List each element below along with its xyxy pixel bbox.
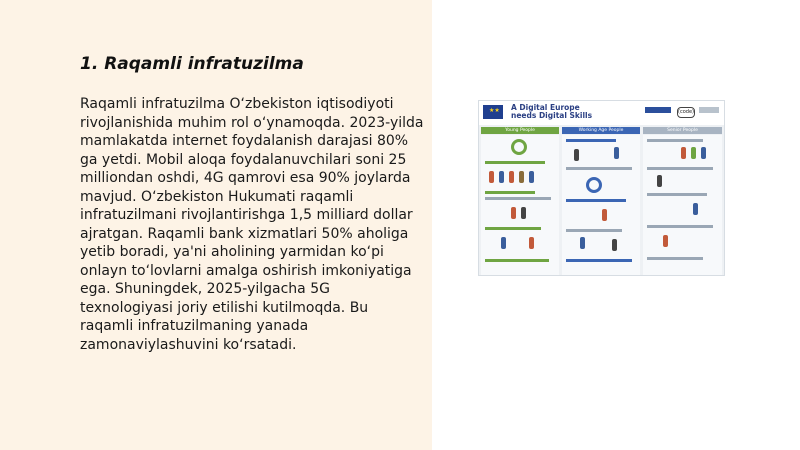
person-icon bbox=[499, 171, 504, 183]
person-icon bbox=[501, 237, 506, 249]
text-block bbox=[647, 257, 703, 260]
person-icon bbox=[612, 239, 617, 251]
column-header-young: Young People bbox=[481, 127, 559, 134]
digital-skills-infographic bbox=[478, 100, 725, 276]
person-icon bbox=[693, 203, 698, 215]
text-block bbox=[485, 259, 549, 262]
code-tag: (code) bbox=[677, 107, 695, 118]
person-icon bbox=[701, 147, 706, 159]
infographic-title-line1: A Digital Europe bbox=[511, 103, 580, 112]
person-icon bbox=[489, 171, 494, 183]
text-block bbox=[566, 139, 616, 142]
text-block bbox=[485, 227, 541, 230]
person-icon bbox=[509, 171, 514, 183]
text-block bbox=[647, 167, 713, 170]
text-block bbox=[566, 229, 622, 232]
person-icon bbox=[602, 209, 607, 221]
column-young bbox=[481, 135, 559, 275]
slide-paragraph: Raqamli infratuzilma O‘zbekiston iqtisodiyoti rivojlanishida muhim rol o‘ynamoqda. 2023-yilda mamlakatda internet foydalanish darajasi 80% ga yetdi. Mobil aloqa foydalanuvchilari soni 25 milliondan oshdi, 4G qamrovi esa 90% joylarda mavjud. O‘zbekiston Hukumati raqamli infratuzilmani rivojlantirishga 1,5 milliard dollar ajratgan. Raqamli bank xizmatlari 50% aholiga yetib boradi, ya'ni aholining yarmidan ko‘pi onlayn to‘lovlarni amalga oshirish imkoniyatiga ega. Shuningdek, 2025-yilgacha 5G texnologiyasi joriy etilishi kutilmoqda. Bu raqamli infratuzilmaning yanada zamonaviylashuvini ko‘rsatadi. bbox=[80, 96, 424, 353]
text-block bbox=[485, 191, 535, 194]
partner-logo-icon bbox=[699, 107, 719, 113]
person-icon bbox=[529, 237, 534, 249]
person-icon bbox=[521, 207, 526, 219]
donut-icon bbox=[511, 139, 527, 155]
text-block bbox=[566, 199, 626, 202]
partner-logo-icon bbox=[645, 107, 671, 113]
eu-flag-icon: ★★ bbox=[483, 105, 503, 119]
infographic-header bbox=[479, 101, 724, 125]
infographic-title-line2: needs Digital Skills bbox=[511, 111, 593, 120]
column-header-working: Working Age People bbox=[562, 127, 640, 134]
text-block bbox=[485, 197, 551, 200]
text-block bbox=[647, 139, 703, 142]
person-icon bbox=[574, 149, 579, 161]
person-icon bbox=[614, 147, 619, 159]
person-icon bbox=[681, 147, 686, 159]
person-icon bbox=[580, 237, 585, 249]
text-block bbox=[647, 193, 707, 196]
donut-icon bbox=[586, 177, 602, 193]
person-icon bbox=[691, 147, 696, 159]
text-block bbox=[566, 259, 632, 262]
person-icon bbox=[519, 171, 524, 183]
person-icon bbox=[529, 171, 534, 183]
person-icon bbox=[657, 175, 662, 187]
slide-heading: 1. Raqamli infratuzilma bbox=[80, 54, 304, 74]
person-icon bbox=[511, 207, 516, 219]
column-working bbox=[562, 135, 640, 275]
text-block bbox=[647, 225, 713, 228]
column-senior bbox=[643, 135, 722, 275]
column-header-senior: Senior People bbox=[643, 127, 722, 134]
text-block bbox=[566, 167, 632, 170]
infographic-title bbox=[511, 104, 592, 120]
text-block bbox=[485, 161, 545, 164]
person-icon bbox=[663, 235, 668, 247]
